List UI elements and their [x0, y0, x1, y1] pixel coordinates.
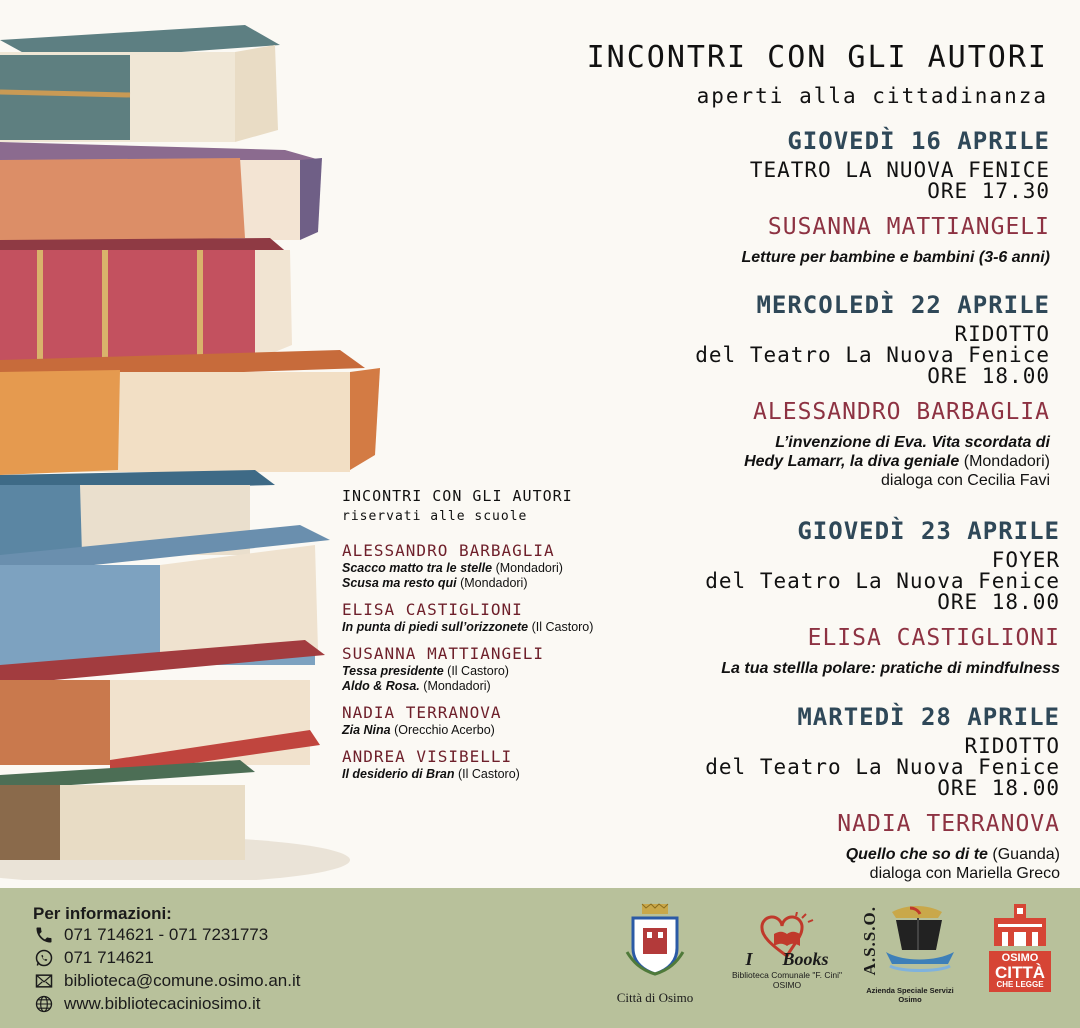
event-author: ELISA CASTIGLIONI [807, 625, 1060, 651]
book-publisher: (Mondadori) [460, 576, 528, 590]
event-venue-detail: del Teatro La Nuova Fenice [705, 755, 1060, 779]
event-description [705, 659, 1060, 678]
footer [0, 888, 1080, 1028]
building-icon [984, 902, 1056, 946]
event-description [695, 433, 1050, 490]
ibooks-logo [722, 912, 852, 990]
event-book-title: La tua stellla polare: pratiche di mindfulness [721, 660, 1060, 677]
citta-line2: CITTÀ [994, 963, 1046, 982]
school-book [342, 561, 662, 576]
phone-number[interactable]: 071 714621 - 071 7231773 [64, 925, 269, 944]
event-author: SUSANNA MATTIANGELI [767, 214, 1050, 240]
asso-logo [860, 902, 960, 1004]
ship-icon [882, 902, 958, 982]
whatsapp-icon [33, 948, 55, 968]
book-publisher: (Mondadori) [495, 561, 563, 575]
book-3 [0, 238, 292, 360]
school-author: SUSANNA MATTIANGELI [342, 644, 545, 663]
ibooks-city: OSIMO [772, 980, 802, 990]
citta-line1: OSIMO [1001, 952, 1039, 964]
event-venue-detail: del Teatro La Nuova Fenice [695, 343, 1050, 367]
event-venue: FOYER [991, 548, 1060, 572]
event-book-title: L’invenzione di Eva. Vita scordata di [775, 434, 1050, 451]
city-of-osimo-logo [605, 902, 705, 1006]
event-time: ORE 18.00 [937, 590, 1060, 614]
event-author: ALESSANDRO BARBAGLIA [753, 399, 1050, 425]
school-book [342, 576, 662, 591]
schools-title: INCONTRI CON GLI AUTORI [342, 487, 573, 505]
school-author: ELISA CASTIGLIONI [342, 600, 523, 619]
event-venue-detail: del Teatro La Nuova Fenice [705, 569, 1060, 593]
info-title: Per informazioni: [33, 904, 172, 923]
event-venue: RIDOTTO [964, 734, 1060, 758]
event-book-title: Letture per bambine e bambini (3-6 anni) [741, 249, 1050, 266]
whatsapp-row[interactable] [33, 948, 154, 968]
event-venue: TEATRO LA NUOVA FENICE [749, 158, 1050, 182]
osimo-citta-che-legge-logo [984, 902, 1056, 992]
event-moderator: dialoga con Mariella Greco [869, 865, 1060, 882]
page-subtitle: aperti alla cittadinanza [696, 84, 1048, 108]
event-card [695, 290, 1050, 490]
school-author: ANDREA VISIBELLI [342, 747, 513, 766]
school-book [342, 620, 662, 635]
phone-row[interactable] [33, 925, 268, 945]
book-title: Tessa presidente [342, 664, 444, 678]
book-publisher: (Mondadori) [423, 679, 491, 693]
ibooks-wordmark: Books [782, 949, 829, 969]
event-date: GIOVEDÌ 23 APRILE [797, 517, 1060, 545]
book-title: Zia Nina [342, 723, 391, 737]
book-publisher: (Orecchio Acerbo) [394, 723, 495, 737]
event-description [742, 248, 1051, 267]
city-crest-icon [625, 902, 685, 984]
event-time: ORE 18.00 [937, 776, 1060, 800]
event-date: MARTEDÌ 28 APRILE [797, 703, 1060, 731]
event-time: ORE 18.00 [927, 364, 1050, 388]
book-title: Scacco matto tra le stelle [342, 561, 493, 575]
event-date: GIOVEDÌ 16 APRILE [787, 127, 1050, 155]
city-logo-label: Città di Osimo [616, 990, 694, 1005]
phone-icon [33, 925, 55, 945]
event-book-title: Quello che so di te [845, 846, 988, 863]
event-publisher: (Guanda) [992, 846, 1060, 863]
school-author: NADIA TERRANOVA [342, 703, 502, 722]
schools-section [342, 485, 662, 782]
book-title: Il desiderio di Bran [342, 767, 455, 781]
school-book [342, 767, 662, 782]
email-icon [33, 971, 55, 991]
asso-letters: A.S.S.O. [860, 906, 879, 976]
book-title: Scusa ma resto qui [342, 576, 457, 590]
event-publisher: (Mondadori) [963, 453, 1050, 470]
book-2 [0, 142, 322, 242]
school-book [342, 723, 662, 738]
event-card [705, 702, 1060, 883]
school-book [342, 679, 662, 694]
event-description [705, 845, 1060, 883]
schools-subtitle: riservati alle scuole [342, 509, 528, 524]
website-link[interactable]: www.bibliotecaciniosimo.it [64, 994, 261, 1013]
whatsapp-number[interactable]: 071 714621 [64, 948, 154, 967]
book-publisher: (Il Castoro) [458, 767, 520, 781]
event-time: ORE 17.30 [927, 179, 1050, 203]
page-title: INCONTRI CON GLI AUTORI [586, 40, 1048, 75]
asso-subtitle: Azienda Speciale Servizi [866, 986, 954, 995]
asso-city: Osimo [898, 995, 922, 1004]
event-book-title-cont: Hedy Lamarr, la diva geniale [744, 453, 960, 470]
event-date: MERCOLEDÌ 22 APRILE [756, 291, 1050, 319]
book-publisher: (Il Castoro) [531, 620, 594, 634]
citta-line3: CHE LEGGE [996, 980, 1044, 989]
event-venue: RIDOTTO [954, 322, 1050, 346]
event-author: NADIA TERRANOVA [837, 811, 1060, 837]
ibooks-i: I [745, 949, 753, 969]
email-row[interactable] [33, 971, 301, 991]
book-title: In punta di piedi sull’orizzonete [342, 620, 529, 634]
event-moderator: dialoga con Cecilia Favi [881, 472, 1050, 489]
book-1 [0, 25, 280, 142]
email-address[interactable]: biblioteca@comune.osimo.an.it [64, 971, 301, 990]
book-8 [0, 760, 255, 860]
book-publisher: (Il Castoro) [447, 664, 509, 678]
event-card [705, 516, 1060, 678]
book-4 [0, 350, 380, 475]
globe-icon [33, 994, 55, 1014]
school-book [342, 664, 662, 679]
event-card [742, 126, 1051, 267]
website-row[interactable] [33, 994, 261, 1014]
book-title: Aldo & Rosa. [342, 679, 420, 693]
school-author: ALESSANDRO BARBAGLIA [342, 541, 555, 560]
ibooks-subtitle: Biblioteca Comunale "F. Cini" [732, 970, 842, 980]
